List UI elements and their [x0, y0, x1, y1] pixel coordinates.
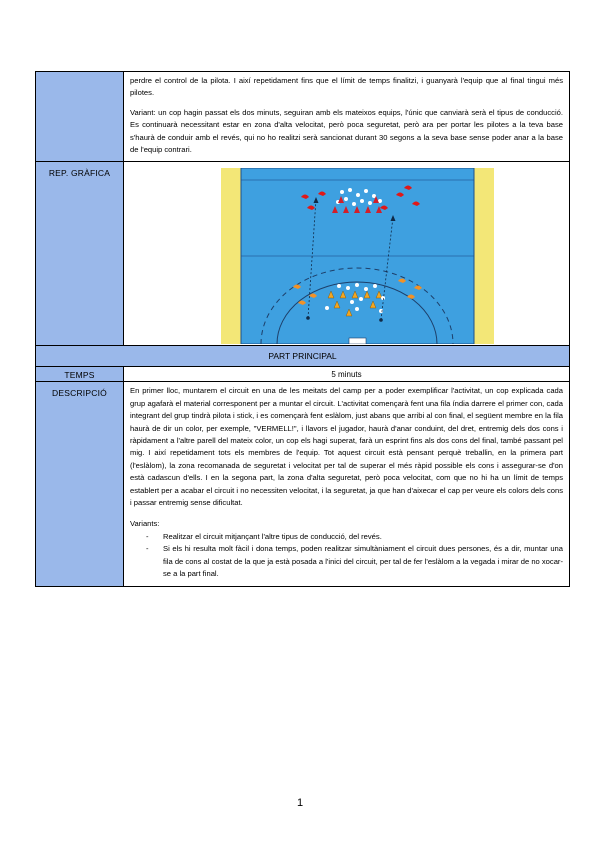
list-item: [130, 543, 563, 580]
section-title: PART PRINCIPAL: [36, 346, 570, 367]
page-number: 1: [296, 797, 304, 809]
bullet-dash: -: [146, 531, 149, 541]
graphic-cell: [124, 162, 570, 346]
section-row: [36, 346, 570, 367]
time-value: 5 minuts: [124, 367, 570, 382]
variants-title: Variants:: [130, 518, 160, 528]
intro-text-cell: [124, 72, 570, 162]
session-table: [35, 71, 570, 587]
variant-text-1: Realitzar el circuit mitjançant l'altre tipus de conducció, del revés.: [163, 531, 382, 541]
variant-paragraph: Variant: un cop hagin passat els dos minuts, seguiran amb els mateixos equips, l'únic que canviarà serà el tipus de conducció. Es continuarà necessitant estar en zona d'alta velocitat, però poca seguretat, però ara per portar les pilotes a la teva base s'haurà de conduir amb el revés, qui no ho realitzi serà sancionat durant 30 segons a la seva base sense poder anar a la base de l'equip contrari.: [130, 107, 563, 155]
intro-row: [36, 72, 570, 162]
variant-text-2: Si els hi resulta molt fàcil i dona temps, poden realitzar simultàniament el circuit dues persones, és a dir, muntar una fila de cons al costat de la que ja està posada a l'inici del circuit, per tal de fer l'eslàlom a la vegada i mirar de no xocar-se a la part final.: [163, 544, 563, 579]
description-row: [36, 382, 570, 586]
time-label: TEMPS: [36, 367, 124, 382]
variants-list: [130, 531, 563, 581]
pitch-diagram: [221, 168, 494, 344]
time-row: [36, 367, 570, 382]
description-cell: [124, 382, 570, 586]
list-item: [130, 531, 563, 543]
graphic-row: [36, 162, 570, 346]
bullet-dash: -: [146, 544, 149, 554]
description-paragraph: En primer lloc, muntarem el circuit en una de les meitats del camp per a poder exemplificar l'activitat, un cop explicada cada grup agafarà el material corresponent per a muntar el circuit. L'activitat començarà fent una fila índia darrere el primer con, cada integrant del grup tindrà pilota i stick, i es començarà fent eslàlom, just abans que arribi al con final, el següent membre en la fila haurà de dir un color, per exemple, "VERMELL!", i llavors el jugador, haurà d'anar conduint, del dret, entremig dels dos cons i ràpidament a l'altre parell del mateix color, un cop els hagi superat, farà un esprint fins als dos cons del final, també passant pel mig. I així repetidament tots els membres de l'equip. Tot aquest circuit està pensant perquè treballin, en la primera part (l'eslàlom), la zona recomanada de seguretat i velocitat per tal de superar el més ràpid possible els cons i assegurar-se d'on està cadascun d'ells. I en la segona part, la zona d'alta seguretat, però poca velocitat, com que no hi ha un límit de temps establert per a acabar el circuit i no necessiten velocitat, i la seguretat, ja que han d'aixecar el cap per veure els colors dels cons i passar entremig sense dificultat.: [130, 386, 563, 508]
intro-label-cell: [36, 72, 124, 162]
description-label: DESCRIPCIÓ: [36, 382, 124, 586]
intro-paragraph: perdre el control de la pilota. I així repetidament fins que el límit de temps finalitzi, i guanyarà l'equip que al final tingui més pilotes.: [130, 76, 563, 98]
graphic-label: REP. GRÀFICA: [36, 162, 124, 346]
